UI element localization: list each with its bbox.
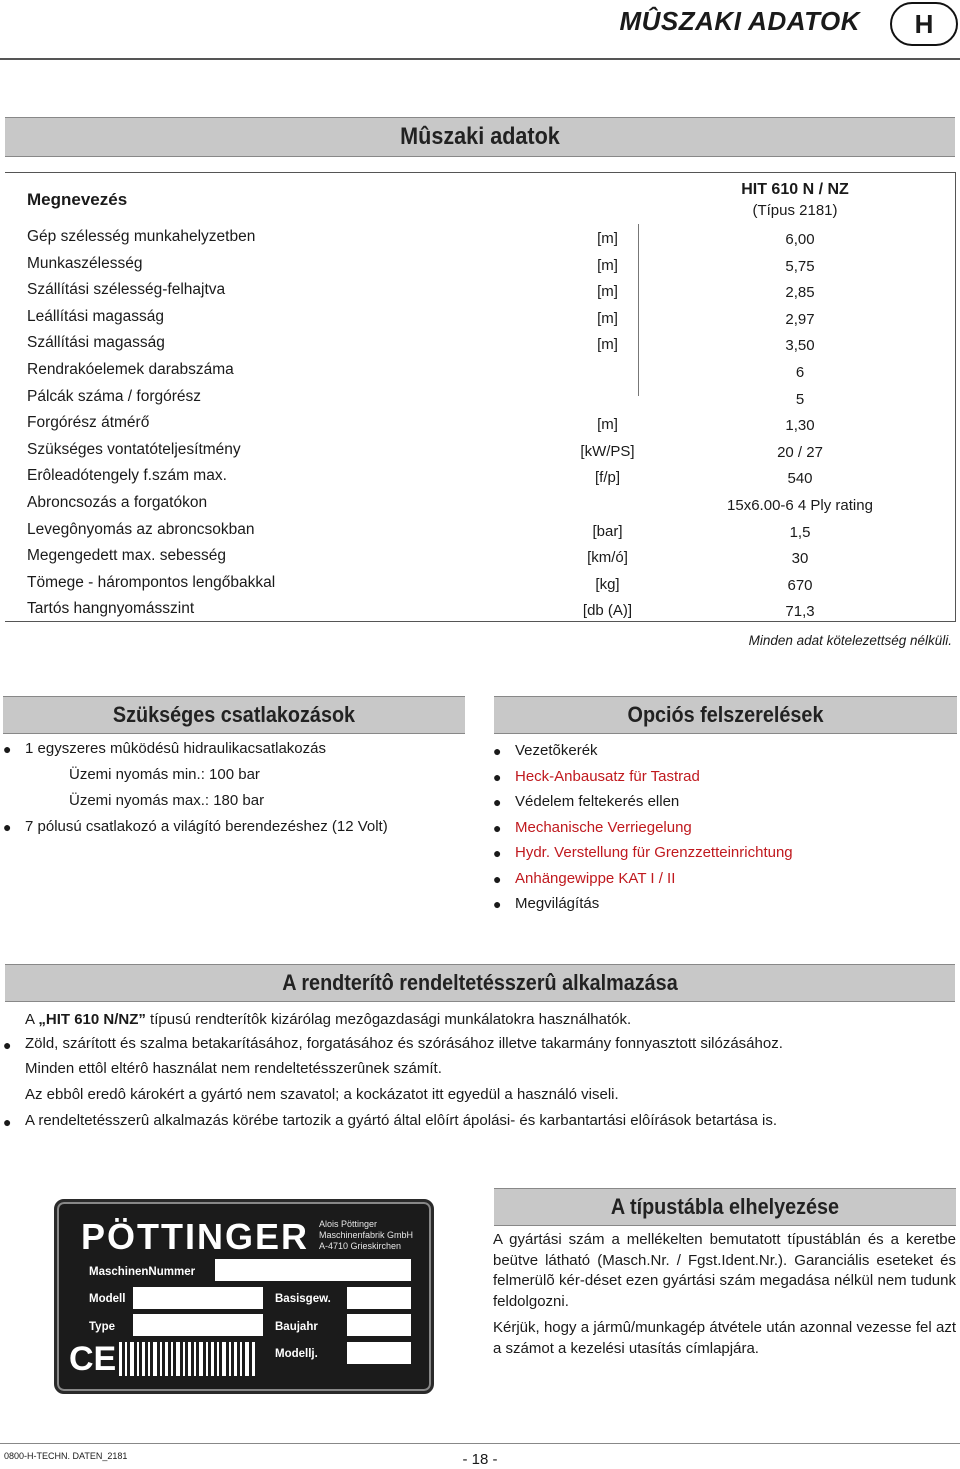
list-item: Üzemi nyomás min.: 100 bar: [69, 766, 260, 783]
spec-label: Megengedett max. sebesség: [27, 547, 227, 565]
bullet-icon: ●: [3, 741, 12, 757]
plate-label-basis: Basisgew.: [275, 1293, 331, 1305]
option-item: ● Megvilágítás: [493, 895, 600, 912]
spec-row: [5, 439, 955, 466]
spec-value: 2,85: [785, 284, 815, 302]
plate-label-year: Baujahr: [275, 1321, 318, 1333]
spec-label: Abroncsozás a forgatókon: [27, 494, 208, 511]
spec-row: [5, 492, 955, 519]
bullet-icon: ●: [493, 870, 502, 887]
spec-value: 15x6.00-6 4 Ply rating: [727, 497, 873, 514]
list-item: Üzemi nyomás max.: 180 bar: [69, 792, 265, 809]
bullet-icon: ●: [493, 768, 502, 785]
spec-section-title: Mûszaki adatok: [400, 123, 560, 150]
spec-label: Forgórész átmérő: [27, 414, 150, 432]
spec-unit: [m]: [597, 416, 618, 434]
spec-col-name: Megnevezés: [27, 190, 128, 209]
page-number: - 18 -: [462, 1451, 498, 1468]
spec-unit: [m]: [597, 283, 618, 301]
spec-unit: [db (A)]: [582, 602, 633, 620]
plate-field-type: [133, 1314, 263, 1336]
intended-use-title: A rendterítô rendeltetésszerû alkalmazása: [282, 970, 678, 995]
plate-location-band: [494, 1188, 956, 1226]
spec-row: [5, 545, 955, 572]
plate-label-modellj: Modellj.: [275, 1348, 318, 1360]
document-code: 0800-H-TECHN. DATEN_2181: [4, 1451, 128, 1461]
spec-row: [5, 598, 955, 625]
bullet-icon: ●: [3, 1037, 12, 1053]
plate-field-serial: [215, 1259, 411, 1281]
spec-value: 1,30: [785, 417, 815, 435]
option-item: ● Hydr. Verstellung für Grenzzetteinrichtung: [493, 844, 793, 861]
spec-value: 20 / 27: [777, 443, 823, 461]
intended-use-line: Az ebbôl eredô károkért a gyártó nem szavatol; a kockázatot itt egyedül a használó viseli.: [25, 1086, 619, 1103]
plate-brand-logo: PÖTTINGER: [81, 1216, 310, 1257]
spec-model-type: (Típus 2181): [752, 202, 838, 219]
spec-value: 5,75: [785, 257, 815, 275]
spec-value: 1,5: [789, 523, 811, 541]
language-badge: H: [890, 2, 958, 46]
spec-value: 3,50: [785, 337, 815, 355]
spec-row: [5, 519, 955, 546]
spec-row: [5, 226, 955, 253]
plate-location-text: [493, 1230, 956, 1365]
spec-label: Rendrakóelemek darabszáma: [27, 361, 234, 378]
page-header-title: MÛSZAKI ADATOK: [619, 6, 860, 36]
spec-row: [5, 386, 955, 413]
intended-use-line: Minden ettôl eltérô használat nem rendeltetésszerûnek számít.: [25, 1060, 442, 1077]
bullet-icon: ●: [493, 819, 502, 836]
plate-label-serial: MaschinenNummer: [89, 1266, 196, 1278]
spec-row: [5, 412, 955, 439]
spec-value: 6,00: [785, 231, 815, 248]
barcode-icon: [119, 1342, 259, 1376]
spec-label: Tartós hangnyomásszint: [27, 600, 195, 618]
spec-row: [5, 279, 955, 306]
list-item: ● 7 pólusú csatlakozó a világító berendezéshez (12 Volt): [3, 818, 388, 835]
plate-field-modellj: [347, 1342, 411, 1364]
option-item: ● Mechanische Verriegelung: [493, 818, 692, 836]
spec-row: [5, 572, 955, 599]
spec-row: [5, 306, 955, 333]
spec-label: Szükséges vontatóteljesítmény: [27, 440, 241, 458]
spec-unit: [kW/PS]: [580, 442, 635, 460]
spec-label: Erôleadótengely f.szám max.: [27, 467, 227, 485]
options-title: Opciós felszerelések: [627, 702, 824, 727]
spec-label: Szállítási magasság: [27, 334, 165, 352]
plate-address: Alois Pöttinger Maschinenfabrik GmbH A-4710 Grieskirchen: [319, 1219, 414, 1251]
type-plate-image: [54, 1199, 434, 1394]
spec-label: Szállítási szélesség-felhajtva: [27, 281, 226, 299]
bullet-icon: ●: [493, 743, 502, 759]
plate-field-year: [347, 1314, 411, 1336]
connections-title: Szükséges csatlakozások: [112, 702, 356, 727]
intended-use-band: [5, 964, 955, 1002]
bullet-icon: ●: [493, 794, 502, 810]
spec-unit: [f/p]: [594, 469, 620, 487]
spec-label: Munkaszélesség: [27, 254, 143, 272]
plate-field-model: [133, 1287, 263, 1309]
spec-row: [5, 332, 955, 359]
spec-unit: [km/ó]: [587, 549, 628, 567]
spec-unit: [m]: [597, 256, 618, 274]
paragraph: Kérjük, hogy a jármû/munkagép átvétele után azonnal vezesse fel azt a számot a kezelési utasítás címlapjára.: [493, 1319, 956, 1357]
footer-divider: [0, 1443, 960, 1444]
spec-unit: [m]: [597, 309, 618, 327]
spec-value: 540: [787, 470, 813, 488]
spec-label: Gép szélesség munkahelyzetben: [27, 228, 256, 245]
bullet-icon: ●: [493, 896, 502, 912]
paragraph: A gyártási szám a mellékelten bemutatott típustáblán és a keretbe beütve látható (Masch.Nr. / Fgst.Ident.Nr.). Garanciális eseteket és felmerülõ kér-déset ezen gyártási szám megadása nélkül nem tudunk feldolgozni.: [493, 1231, 956, 1310]
spec-value: 6: [795, 364, 805, 381]
option-item: ● Védelem feltekerés ellen: [493, 793, 680, 810]
spec-label: Tömege - hárompontos lengőbakkal: [27, 573, 276, 591]
spec-value: 5: [795, 390, 805, 408]
spec-section-band: [5, 117, 955, 157]
spec-label: Levegônyomás az abroncsokban: [27, 520, 255, 538]
option-item: ● Anhängewippe KAT I / II: [493, 869, 676, 887]
options-band: [494, 696, 957, 734]
ce-mark-icon: CE: [69, 1340, 117, 1378]
spec-label: Leállítási magasság: [27, 307, 164, 325]
spec-unit: [bar]: [592, 522, 623, 540]
bullet-icon: ●: [493, 845, 502, 861]
spec-value: 30: [791, 550, 809, 568]
spec-value: 670: [787, 576, 813, 594]
plate-location-title: A típustábla elhelyezése: [610, 1194, 840, 1219]
spec-value: 2,97: [785, 310, 815, 328]
plate-field-basis: [347, 1287, 411, 1309]
spec-unit: [kg]: [595, 575, 620, 593]
spec-row: [5, 253, 955, 280]
plate-label-type: Type: [89, 1321, 115, 1333]
spec-label: Pálcák száma / forgórész: [27, 387, 202, 405]
spec-row: [5, 359, 955, 386]
intended-use-line: A rendeltetésszerû alkalmazás körébe tartozik a gyártó által elôírt ápolási- és karbantartási elôírások betartása is.: [25, 1112, 778, 1129]
bullet-icon: ●: [3, 1114, 12, 1130]
list-item: ● 1 egyszeres mûködésû hidraulikacsatlakozás: [3, 740, 326, 757]
bullet-icon: ●: [3, 819, 12, 835]
spec-value: 71,3: [785, 603, 815, 621]
option-item: ● Vezetõkerék: [493, 742, 598, 759]
connections-band: [3, 696, 465, 734]
header-divider: [0, 58, 960, 60]
spec-row: [5, 465, 955, 492]
intended-use-line: A „HIT 610 N/NZ” típusú rendterítôk kizárólag mezôgazdasági munkálatokra használhatók.: [25, 1011, 632, 1028]
option-item: ● Heck-Anbausatz für Tastrad: [493, 767, 700, 785]
plate-label-model: Modell: [89, 1293, 126, 1305]
spec-disclaimer: Minden adat kötelezettség nélküli.: [748, 633, 952, 648]
intended-use-line: Zöld, szárított és szalma betakarításához, forgatásához és szórásához illetve takarmány fonnyasztott silózásához.: [25, 1035, 783, 1052]
spec-unit: [m]: [597, 336, 618, 354]
spec-model-name: HIT 610 N / NZ: [741, 181, 849, 198]
spec-unit: [m]: [597, 230, 618, 247]
